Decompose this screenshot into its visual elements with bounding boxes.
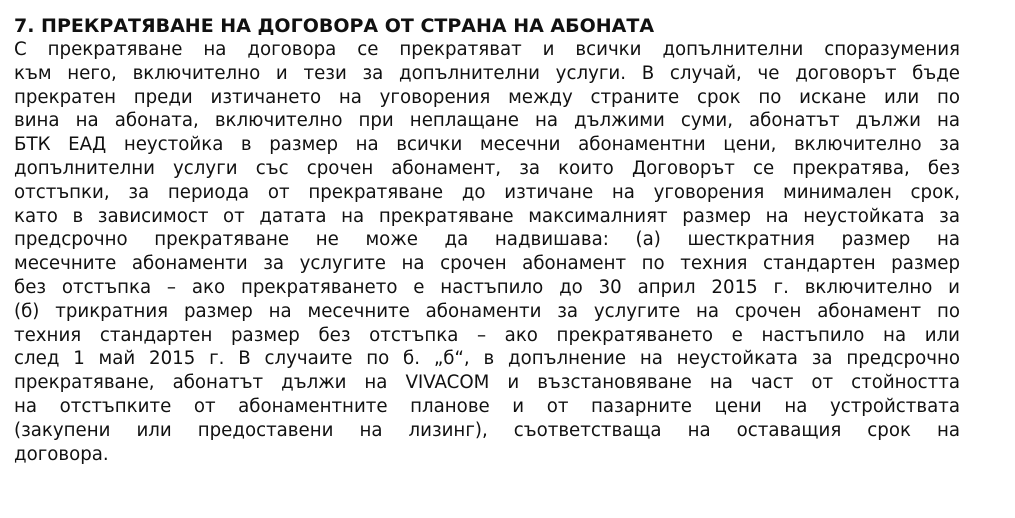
paragraph-line: вина на абоната, включително при неплащане на дължими суми, абонатът дължи на	[14, 110, 960, 132]
paragraph-line: месечните абонаменти за услугите на срочен абонамент по техния стандартен размер	[14, 253, 960, 275]
section-paragraph	[14, 38, 960, 466]
paragraph-line: към него, включително и тези за допълнителни услуги. В случай, че договорът бъде	[14, 62, 960, 84]
paragraph-line: (б) трикратния размер на месечните абонаменти за услугите на срочен абонамент по	[14, 300, 960, 322]
paragraph-line: С прекратяване на договора се прекратяват и всички допълнителни споразумения	[14, 39, 960, 60]
paragraph-line: прекратен преди изтичането на уговорения между страните срок по искане или по	[14, 86, 960, 108]
section-heading: 7. ПРЕКРАТЯВАНЕ НА ДОГОВОРА ОТ СТРАНА НА АБОНАТА	[14, 15, 655, 37]
paragraph-line: (закупени или предоставени на лизинг), съответстваща на оставащия срок на	[14, 419, 960, 441]
paragraph-line: БТК ЕАД неустойка в размер на всички месечни абонаментни цени, включително за	[14, 134, 960, 156]
paragraph-line: отстъпки, за периода от прекратяване до изтичане на уговорения минимален срок,	[14, 181, 960, 203]
paragraph-line: без отстъпка – ако прекратяването е настъпило до 30 април 2015 г. включително и	[14, 276, 960, 298]
paragraph-line: след 1 май 2015 г. В случаите по б. „б“, в допълнение на неустойката за предсрочно	[14, 348, 960, 370]
paragraph-line: на отстъпките от абонаментните планове и от пазарните цени на устройствата	[14, 395, 960, 417]
document-section	[14, 14, 960, 466]
paragraph-line: договора.	[14, 443, 109, 465]
paragraph-line: като в зависимост от датата на прекратяване максималният размер на неустойката за	[14, 205, 960, 227]
paragraph-line: предсрочно прекратяване не може да надвишава: (а) шесткратния размер на	[14, 229, 960, 251]
paragraph-line: допълнителни услуги със срочен абонамент, за които Договорът се прекратява, без	[14, 157, 960, 179]
paragraph-line: прекратяване, абонатът дължи на VIVACOM и възстановяване на част от стойността	[14, 372, 960, 394]
paragraph-line: техния стандартен размер без отстъпка – ако прекратяването е настъпило на или	[14, 324, 960, 346]
